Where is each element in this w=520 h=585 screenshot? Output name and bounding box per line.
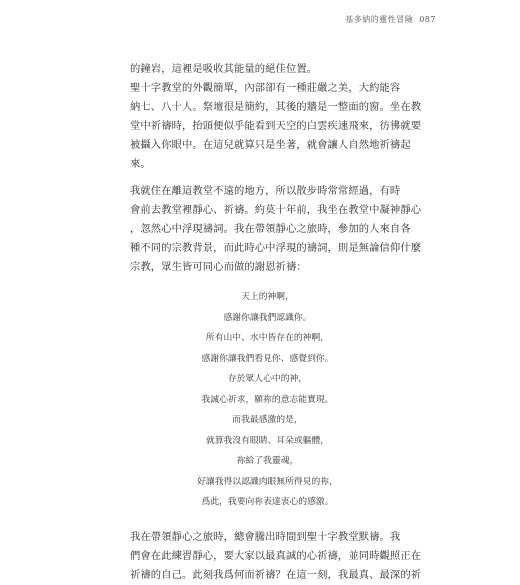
poem-line: 而我最感激的是， <box>232 415 303 425</box>
poem-line: 我誠心祈求，願祢的意志能實現。 <box>201 394 334 405</box>
text-line: 會前去教堂裡靜心、祈禱。約莫十年前，我坐在教堂中凝神靜心 <box>130 204 422 216</box>
header-title: 基多納的靈性冒險 <box>345 15 414 24</box>
text-line: 我在帶領靜心之旅時，總會騰出時間到聖十字教堂默禱。我 <box>130 530 401 543</box>
text-line: 納七、八十人。祭壇很是簡約，其後的牆是一整面的窗。坐在教 <box>130 101 422 113</box>
poem-line: 就算我沒有眼睛、耳朵或軀體， <box>205 435 330 446</box>
text-line: 宗教，眾生皆可同心而做的謝恩祈禱： <box>130 261 307 273</box>
poem-line: 存於眾人心中的神， <box>227 374 308 384</box>
paragraph-closing <box>130 528 422 585</box>
prayer-poem <box>130 287 405 513</box>
text-line: 的鐘岩，這裡是吸收其能量的絕佳位置。 <box>130 63 318 75</box>
page-body <box>130 60 422 585</box>
text-line: 堂中祈禱時，抬頭便似乎能看到天空的白雲疾速飛來，彷彿就要 <box>130 120 422 132</box>
poem-line: 祢給了我靈魂， <box>236 456 299 466</box>
poem-line: 感謝你讓我們認識你。 <box>223 312 312 323</box>
poem-line: 感謝你讓我們看見你、感覺到你。 <box>201 353 334 364</box>
poem-line: 爲此，我要向祢表達衷心的感激。 <box>201 497 334 507</box>
text-line: ，忽然心中浮現禱詞。我在帶領靜心之旅時，參加的人來自各 <box>130 223 411 235</box>
text-line: 種不同的宗教背景，而此時心中浮現的禱詞，則是無論信仰什麼 <box>130 242 422 254</box>
paragraph-church-description <box>130 79 422 174</box>
text-line: 聖十字教堂的外觀簡單，內部卻有一種莊嚴之美，大約能容 <box>130 82 401 94</box>
text-line: 祈禱的自己。此刻我爲何而祈禱？在這一刻，我最真、最深的祈 <box>130 568 422 581</box>
page-number: 087 <box>419 15 436 24</box>
text-line: 我就住在離這教堂不遠的地方，所以散步時常常經過，有時 <box>130 185 401 197</box>
paragraph-opening <box>130 60 405 79</box>
text-line: 來。 <box>130 158 151 170</box>
running-header <box>345 14 436 25</box>
text-line: 被攝入你眼中。在這兒就算只是坐著，就會讓人自然地祈禱起 <box>130 139 411 151</box>
paragraph-prayer-intro <box>130 182 422 277</box>
text-line: 們會在此練習靜心，要大家以最真誠的心祈禱，並同時觀照正在 <box>130 549 422 562</box>
poem-line: 天上的神啊， <box>241 292 294 302</box>
poem-line: 好讓我得以認識肉眼無所得見的祢， <box>197 476 338 487</box>
poem-line: 所有山中、水中皆存在的神啊， <box>205 333 330 343</box>
